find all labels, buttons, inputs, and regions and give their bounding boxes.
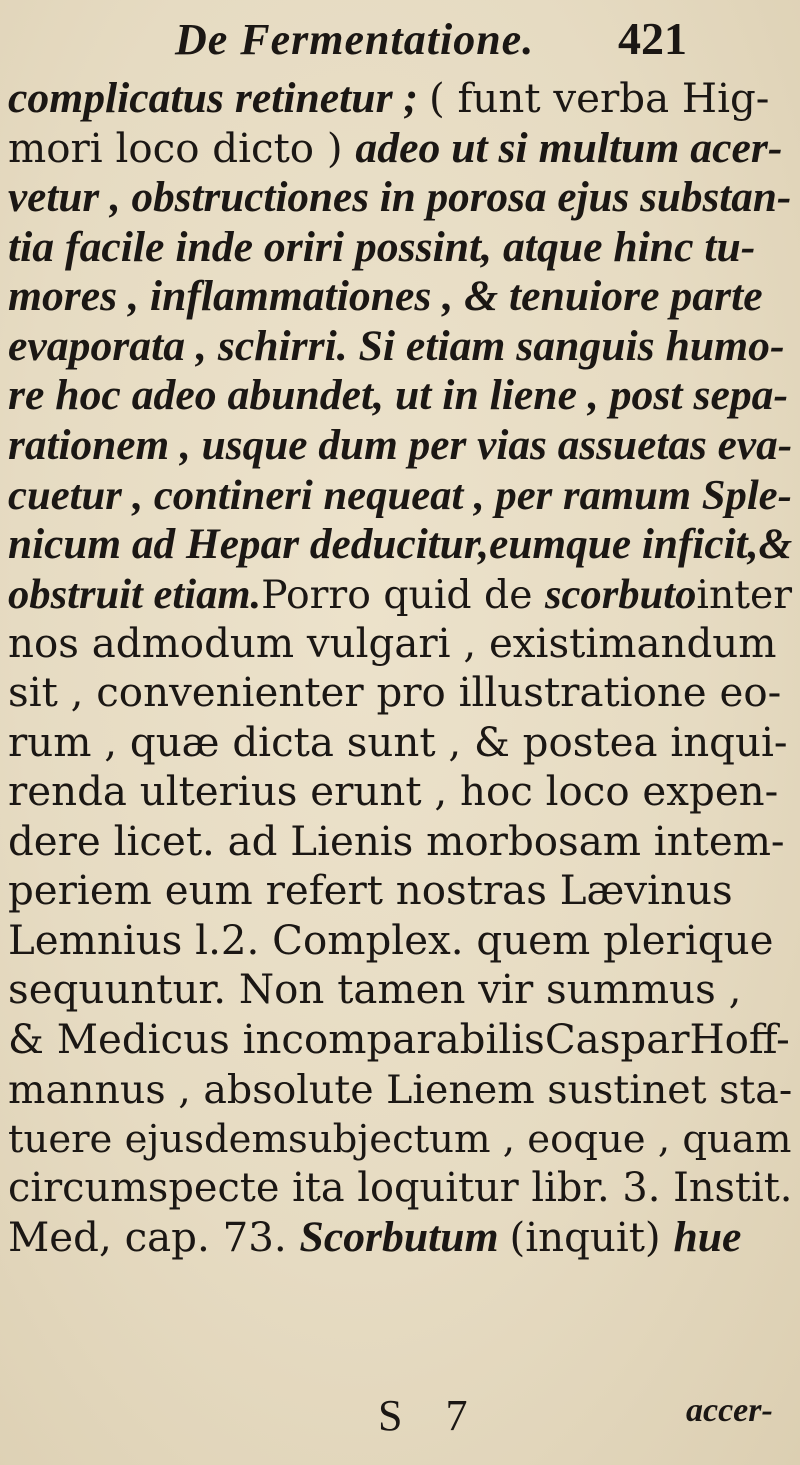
italic-text-segment: tia facile inde oriri possint, atque hinc tu- [8,222,756,271]
roman-text-segment: mori loco dicto ) [8,124,356,172]
roman-text-segment: inter [696,573,793,618]
italic-text-segment: hue [673,1212,742,1261]
text-line [8,470,796,520]
text-line [8,767,796,817]
text-line [8,916,796,966]
text-line [8,1213,796,1263]
text-line [8,619,796,669]
text-line [8,421,796,471]
text-line [8,569,796,619]
signature-mark: S 7 [378,1391,484,1440]
page-footer [0,1390,800,1460]
text-line [8,1114,796,1164]
roman-text-segment: rum , quæ dicta sunt , & postea inqui- [8,718,788,766]
italic-text-segment: nicum ad Hepar deducitur,eumque inficit,& [8,519,793,568]
roman-text-segment: mannus , absolute Lienem sustinet sta- [8,1067,793,1113]
roman-text-segment: ( funt verba Hig- [428,75,770,122]
body-text [8,74,796,1262]
roman-text-segment: Lemnius l.2. Complex. quem plerique [8,916,774,964]
roman-text-segment: Med, cap. 73. [8,1213,300,1261]
roman-text-segment: tuere ejusdemsubjectum , eoque , quam [8,1116,792,1162]
roman-text-segment: Porro quid de [261,573,545,618]
page-header [0,10,800,70]
text-line [8,1163,796,1213]
roman-text-segment: sequuntur. Non tamen vir summus , [8,966,742,1013]
roman-text-segment: renda ulterius erunt , hoc loco expen- [8,768,779,815]
text-line [8,124,796,174]
text-line [8,718,796,768]
italic-text-segment: obstruit etiam. [8,571,262,618]
roman-text-segment: sit , convenienter pro illustratione eo- [8,669,782,716]
italic-text-segment: adeo ut si multum acer- [355,123,783,172]
text-line [8,74,796,124]
text-line [8,1064,796,1114]
italic-text-segment: Scorbutum [299,1212,510,1261]
roman-text-segment: periem eum refert nostras Lævinus [8,867,733,914]
text-line [8,866,796,916]
roman-text-segment: & Medicus incomparabilisCasparHoff- [8,1015,790,1063]
italic-text-segment: mores , inflammationes , & tenuiore parte [8,272,763,320]
italic-text-segment: evaporata , schirri. Si etiam sanguis humo- [8,321,785,370]
text-line [8,371,796,421]
text-line [8,272,796,322]
roman-text-segment: (inquit) [509,1213,674,1261]
running-head: De Fermentatione. [175,15,535,64]
text-line [8,322,796,372]
italic-text-segment: vetur , obstructiones in porosa ejus substan- [8,174,792,221]
text-line [8,817,796,867]
text-line [8,1015,796,1065]
text-line [8,223,796,273]
text-line [8,520,796,570]
italic-text-segment: scorbuto [544,571,697,618]
catchword: accer- [686,1392,773,1429]
page-number: 421 [618,13,687,64]
italic-text-segment: re hoc adeo abundet, ut in liene , post sepa- [8,371,789,419]
roman-text-segment: nos admodum vulgari , existimandum [8,619,777,667]
italic-text-segment: rationem , usque dum per vias assuetas eva- [8,420,793,469]
text-line [8,668,796,718]
text-line [8,173,796,223]
text-line [8,965,796,1015]
italic-text-segment: complicatus retinetur ; [8,74,429,122]
italic-text-segment: cuetur , contineri nequeat , per ramum Sple- [8,472,792,519]
roman-text-segment: circumspecte ita loquitur libr. 3. Instit. [8,1165,793,1211]
roman-text-segment: dere licet. ad Lienis morbosam intem- [8,817,785,865]
